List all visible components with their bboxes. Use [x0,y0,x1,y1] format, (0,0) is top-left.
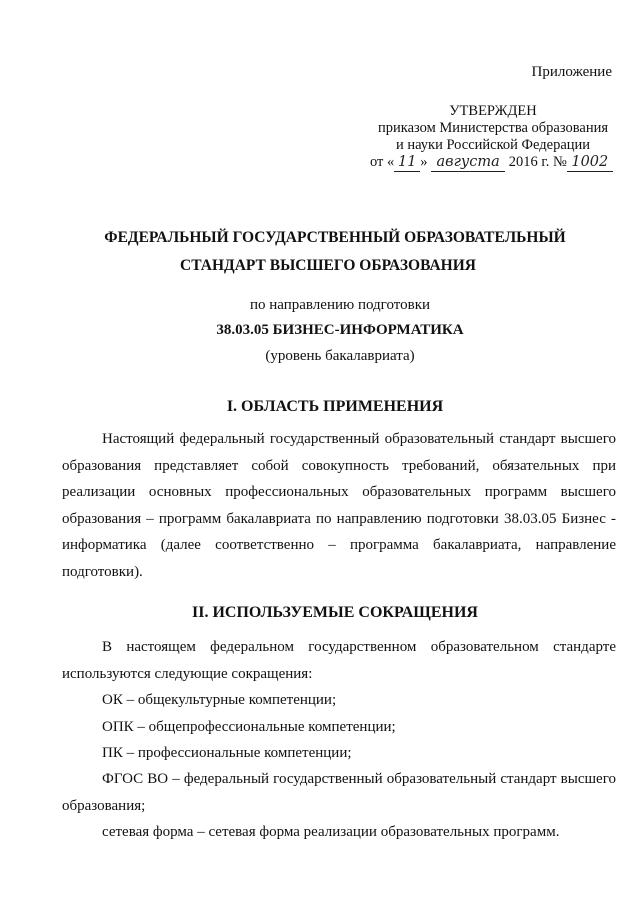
document-title [0,224,640,280]
order-date-line [368,154,618,172]
abbreviation-item: сетевая форма – сетевая форма реализации образовательных программ. [102,824,560,840]
section-heading-abbreviations: II. ИСПОЛЬЗУЕМЫЕ СОКРАЩЕНИЯ [192,604,478,621]
title-line-1: ФЕДЕРАЛЬНЫЙ ГОСУДАРСТВЕННЫЙ ОБРАЗОВАТЕЛЬНЫЙ [104,229,566,246]
handwritten-month: августа [431,154,505,172]
abbreviation-item: ПК – профессиональные компетенции; [102,745,352,761]
abbreviation-item: ОК – общекультурные компетенции; [102,692,337,708]
direction-name: 38.03.05 БИЗНЕС-ИНФОРМАТИКА [216,322,464,338]
abbreviations-intro: В настоящем федеральном государственном образовательном стандарте используются следующие сокращения: [62,639,616,682]
abbreviation-item: ОПК – общепрофессиональные компетенции; [102,719,396,735]
education-level: (уровень бакалавриата) [265,348,415,364]
appendix-label: Приложение [531,64,612,80]
approved-label: УТВЕРЖДЕН [449,103,537,119]
approval-block [368,103,618,172]
section-heading-scope: I. ОБЛАСТЬ ПРИМЕНЕНИЯ [226,398,444,415]
handwritten-order-number: 1002 [567,154,613,172]
order-line-1: приказом Министерства образования [377,120,609,136]
scope-paragraph: Настоящий федеральный государственный образовательный стандарт высшего образования представляет собой совокупность требований, обязательных при реализации основных профессиональных образовательных программ высшего образования – программ бакалавриата по направлению подготовки 38.03.05 Бизнес - информатика (далее соответственно – программа бакалавриата, направление подготовки). [62,431,616,580]
date-mid: » [420,154,428,170]
handwritten-day: 11 [394,154,420,172]
direction-label: по направлению подготовки [249,297,431,313]
title-line-2: СТАНДАРТ ВЫСШЕГО ОБРАЗОВАНИЯ [180,257,476,274]
order-line-2: и науки Российской Федерации [395,137,591,153]
date-year: 2016 г. № [508,154,567,170]
date-prefix: от « [370,154,395,170]
abbreviation-item: ФГОС ВО – федеральный государственный образовательный стандарт высшего образования; [62,771,616,814]
